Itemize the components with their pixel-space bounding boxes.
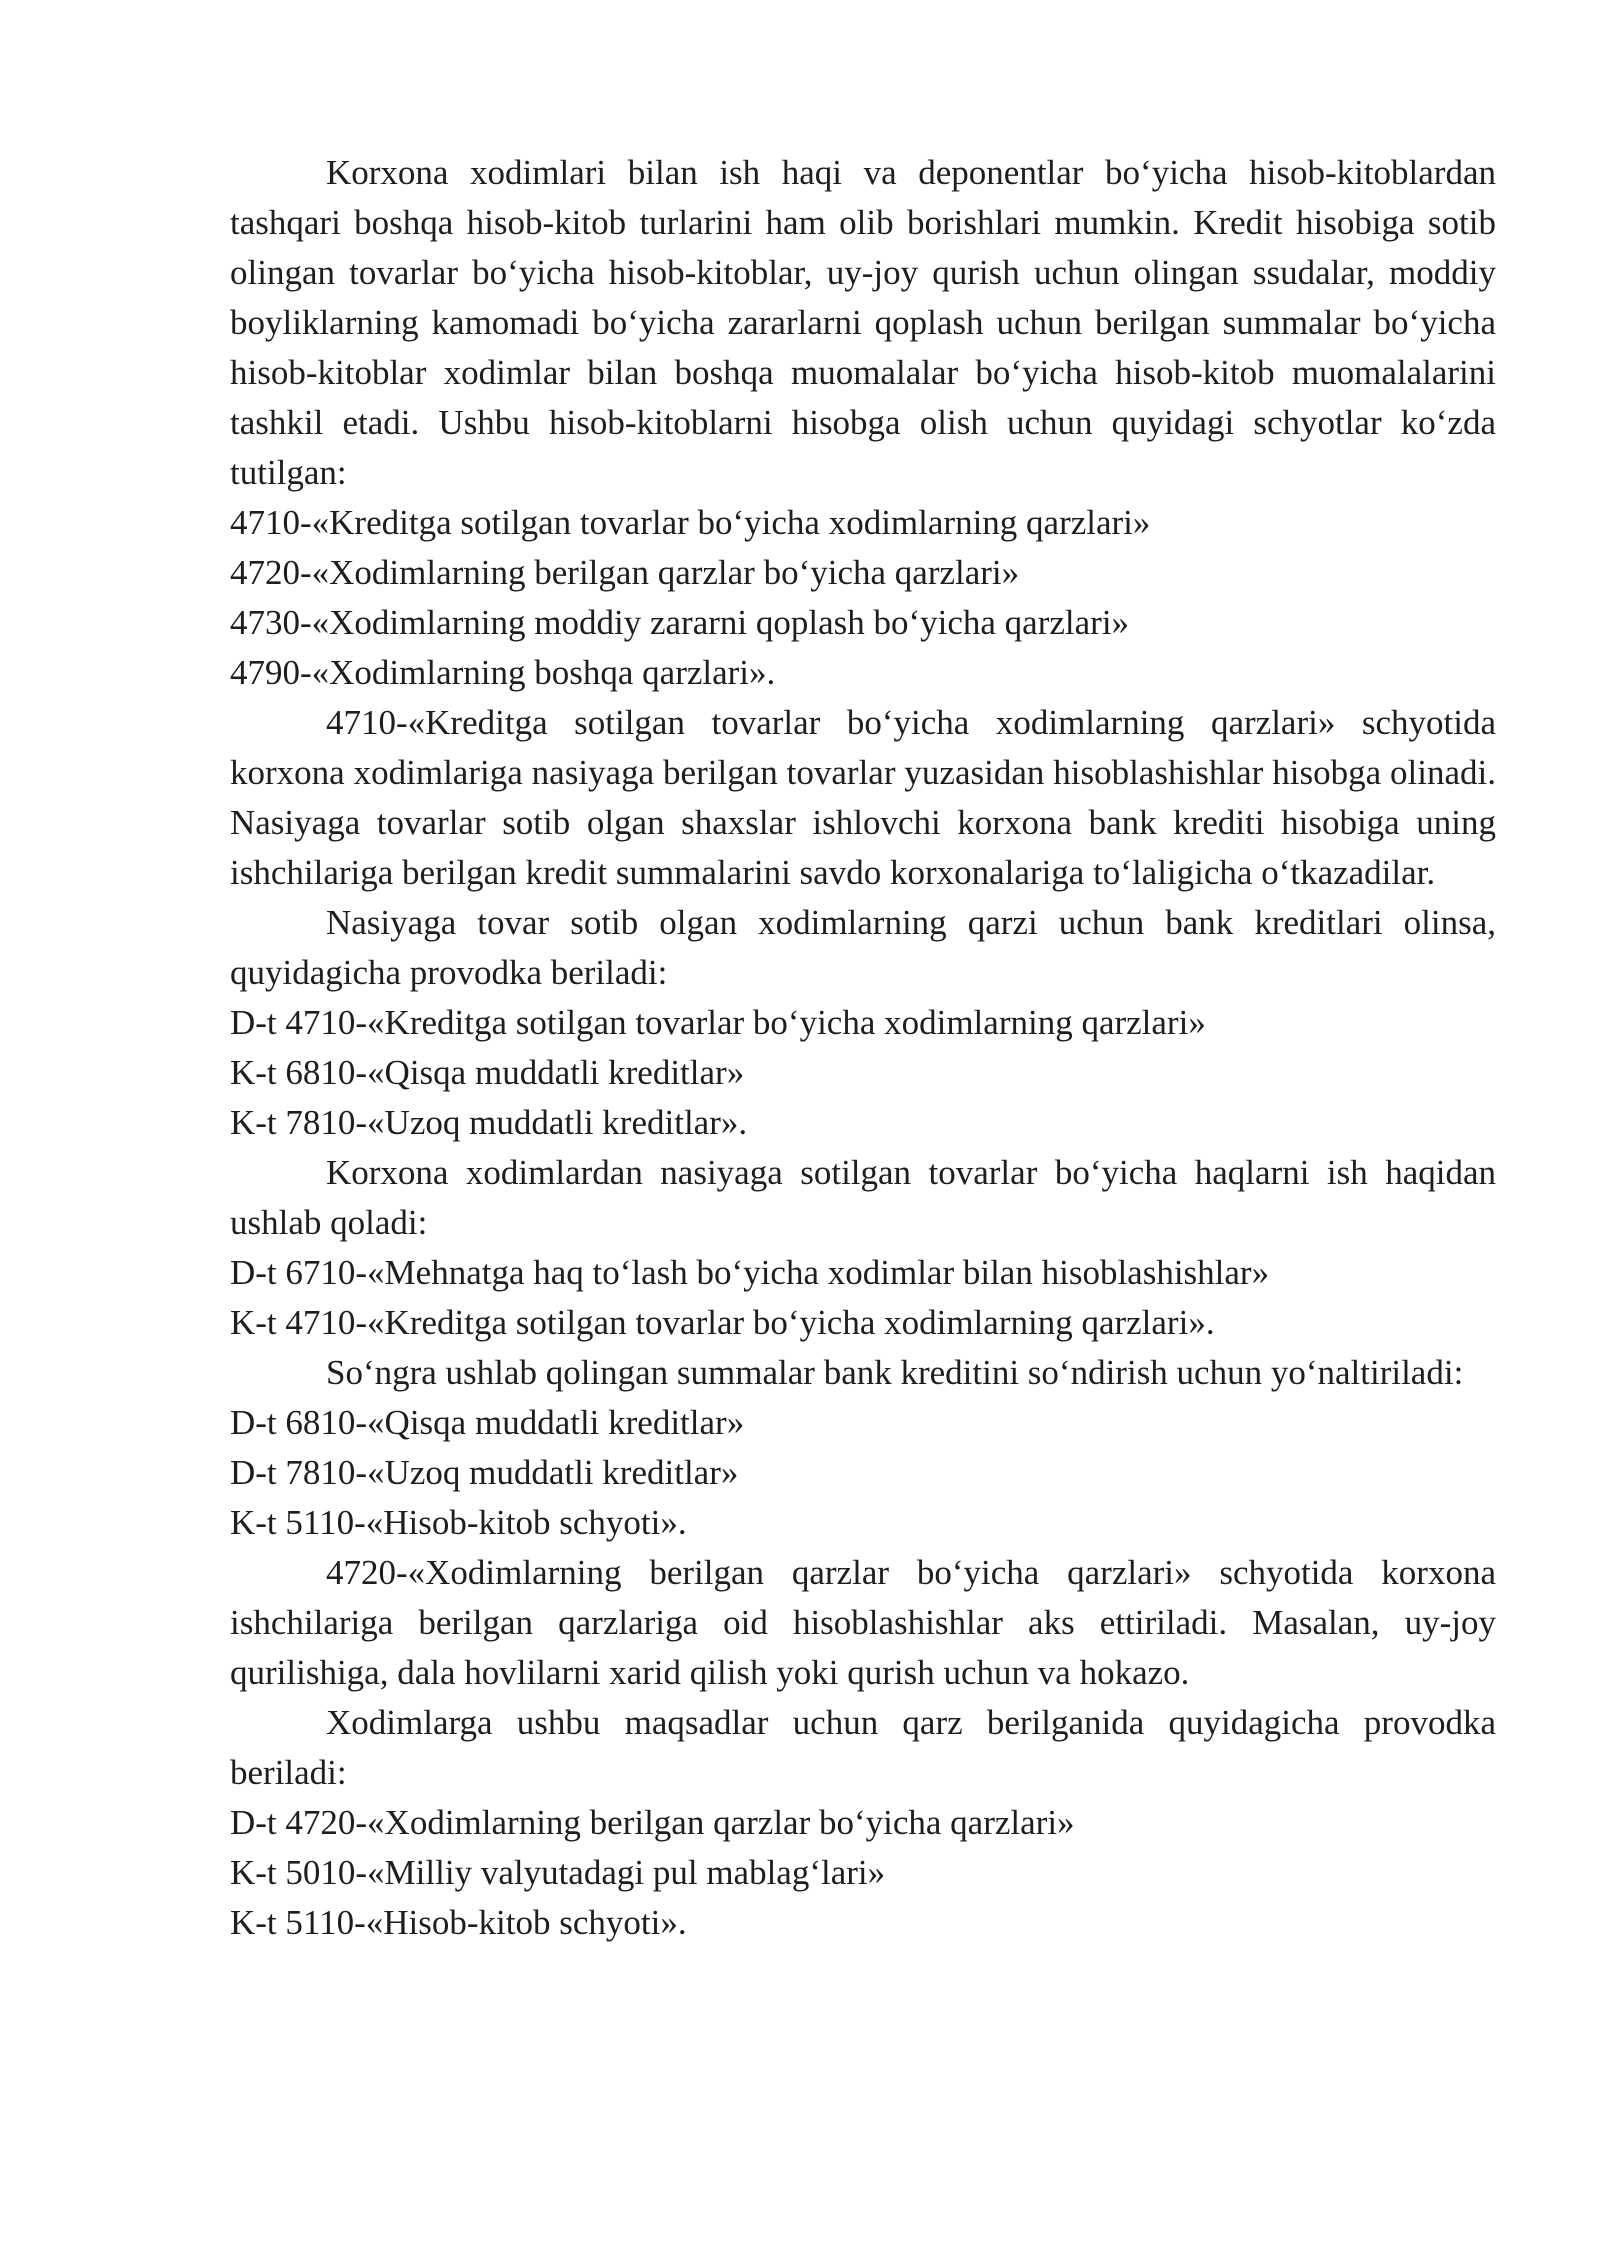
entry-line: D-t 4720-«Xodimlarning berilgan qarzlar bo‘yicha qarzlari»: [230, 1803, 1075, 1842]
account-line: 4730-«Xodimlarning moddiy zararni qoplash bo‘yicha qarzlari»: [230, 603, 1130, 642]
paragraph: 4710-«Kreditga sotilgan tovarlar bo‘yicha xodimlarning qarzlari» schyotida korxona xodimlariga nasiyaga berilgan tovarlar yuzasidan hisoblashishlar hisobga olinadi. Nasiyaga tovarlar sotib olgan shaxslar ishlovchi korxona bank krediti hisobiga uning ishchilariga berilgan kredit summalarini savdo korxonalariga to‘laligicha o‘tkazadilar.: [230, 703, 1496, 892]
document-page: [230, 148, 1496, 1948]
paragraph: 4720-«Xodimlarning berilgan qarzlar bo‘yicha qarzlari» schyotida korxona ishchilariga berilgan qarzlariga oid hisoblashishlar aks ettiriladi. Masalan, uy-joy qurilishiga, dala hovlilarni xarid qilish yoki qurish uchun va hokazo.: [230, 1553, 1496, 1692]
entry-line: D-t 6710-«Mehnatga haq to‘lash bo‘yicha xodimlar bilan hisoblashishlar»: [230, 1253, 1270, 1292]
account-line: 4790-«Xodimlarning boshqa qarzlari».: [230, 653, 776, 692]
paragraph: Korxona xodimlari bilan ish haqi va deponentlar bo‘yicha hisob-kitoblardan tashqari boshqa hisob-kitob turlarini ham olib borishlari mumkin. Kredit hisobiga sotib olingan tovarlar bo‘yicha hisob-kitoblar, uy-joy qurish uchun olingan ssudalar, moddiy boyliklarning kamomadi bo‘yicha zararlarni qoplash uchun berilgan summalar bo‘yicha hisob-kitoblar xodimlar bilan boshqa muomalalar bo‘yicha hisob-kitob muomalalarini tashkil etadi. Ushbu hisob-kitoblarni hisobga olish uchun quyidagi schyotlar ko‘zda tutilgan:: [230, 153, 1496, 492]
account-line: 4720-«Xodimlarning berilgan qarzlar bo‘yicha qarzlari»: [230, 553, 1020, 592]
entry-line: D-t 7810-«Uzoq muddatli kreditlar»: [230, 1453, 739, 1492]
paragraph: So‘ngra ushlab qolingan summalar bank kreditini so‘ndirish uchun yo‘naltiriladi:: [326, 1353, 1464, 1392]
entry-line: K-t 5110-«Hisob-kitob schyoti».: [230, 1503, 687, 1542]
entry-line: K-t 6810-«Qisqa muddatli kreditlar»: [230, 1053, 745, 1092]
entry-line: K-t 5110-«Hisob-kitob schyoti».: [230, 1903, 687, 1942]
entry-line: D-t 4710-«Kreditga sotilgan tovarlar bo‘yicha xodimlarning qarzlari»: [230, 1003, 1206, 1042]
entry-line: K-t 5010-«Milliy valyutadagi pul mablag‘lari»: [230, 1853, 886, 1892]
entry-line: K-t 4710-«Kreditga sotilgan tovarlar bo‘yicha xodimlarning qarzlari».: [230, 1303, 1215, 1342]
entry-line: K-t 7810-«Uzoq muddatli kreditlar».: [230, 1103, 748, 1142]
paragraph: Nasiyaga tovar sotib olgan xodimlarning qarzi uchun bank kreditlari olinsa, quyidagicha provodka beriladi:: [230, 903, 1496, 992]
paragraph: Xodimlarga ushbu maqsadlar uchun qarz berilganida quyidagicha provodka beriladi:: [230, 1703, 1496, 1792]
account-line: 4710-«Kreditga sotilgan tovarlar bo‘yicha xodimlarning qarzlari»: [230, 503, 1151, 542]
entry-line: D-t 6810-«Qisqa muddatli kreditlar»: [230, 1403, 745, 1442]
paragraph: Korxona xodimlardan nasiyaga sotilgan tovarlar bo‘yicha haqlarni ish haqidan ushlab qoladi:: [230, 1153, 1496, 1242]
